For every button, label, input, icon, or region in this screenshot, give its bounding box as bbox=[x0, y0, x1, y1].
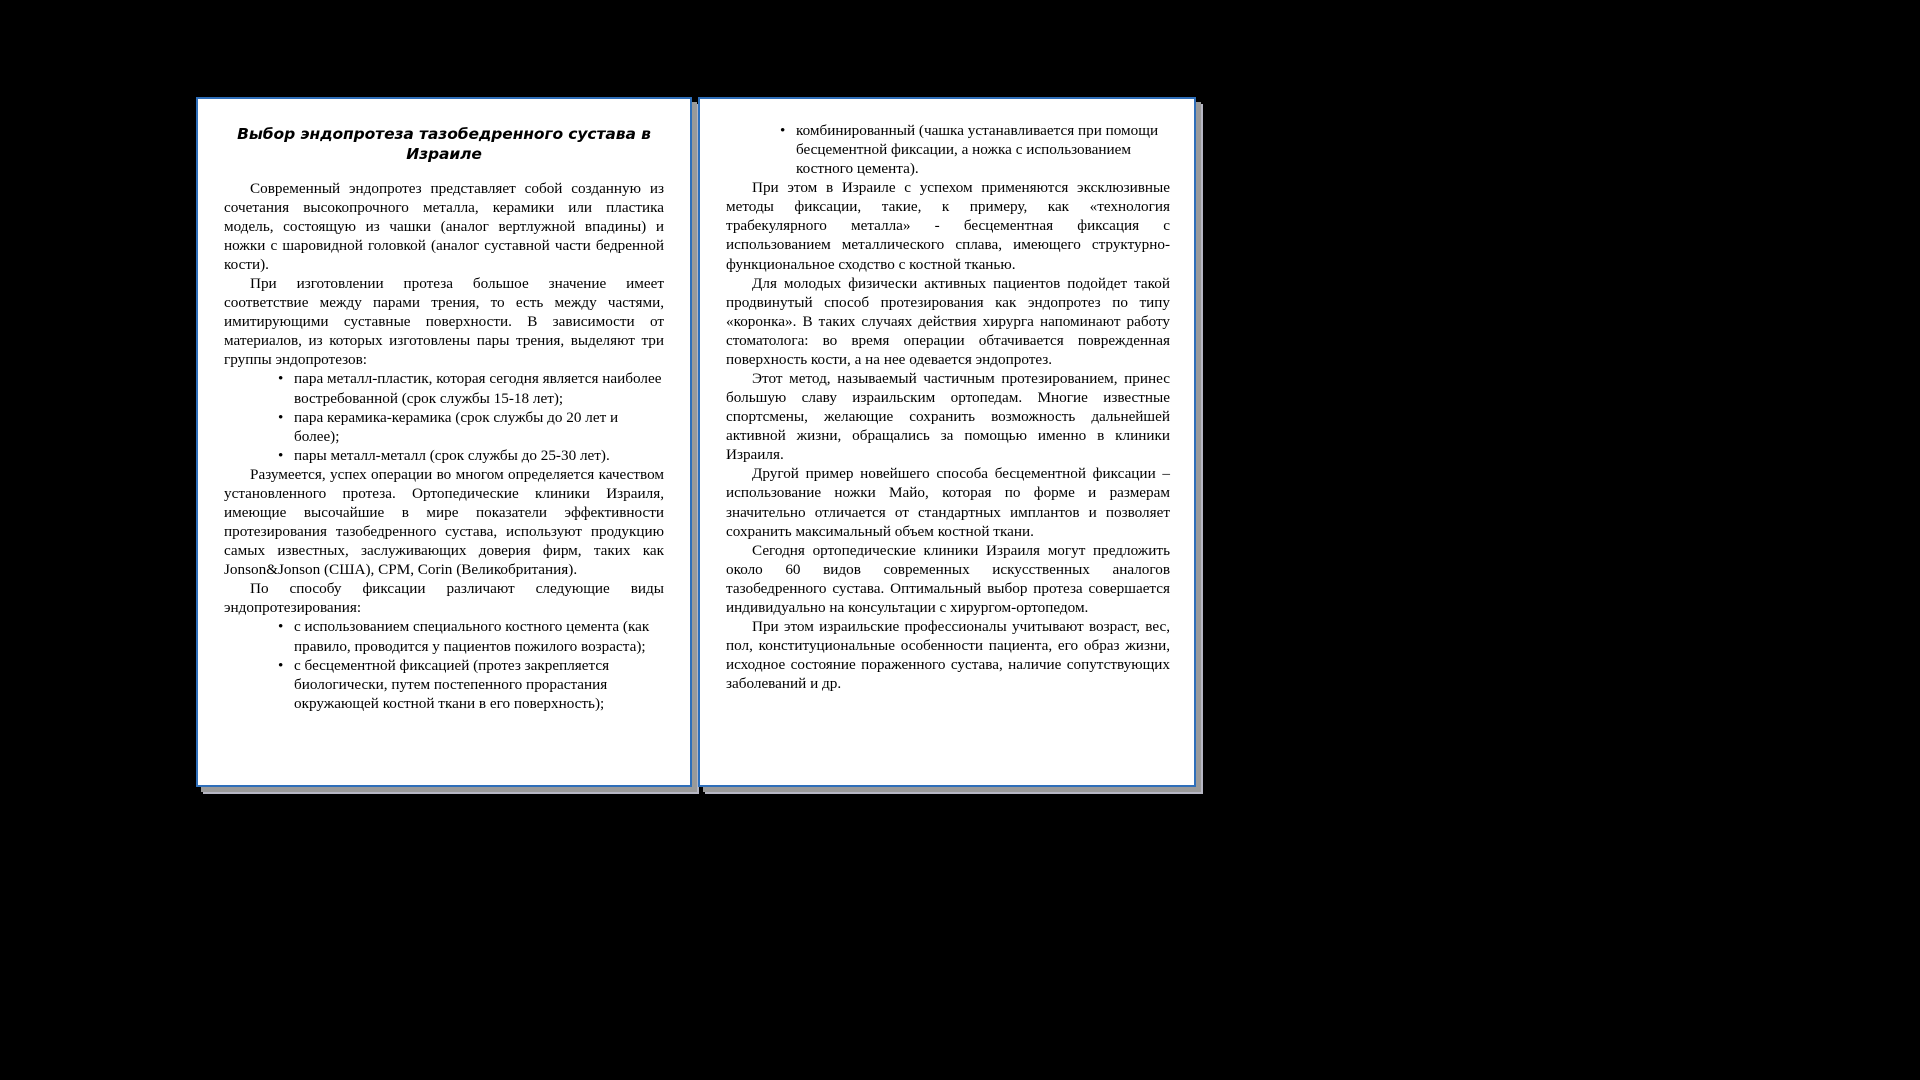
fixation-types-list-continued bbox=[726, 121, 1170, 178]
paragraph: При этом израильские профессионалы учитывают возраст, вес, пол, конституциональные особенности пациента, его образ жизни, исходное состояние пораженного сустава, наличие сопутствующих заболеваний и др. bbox=[726, 618, 1170, 693]
list-item-label: пара металл-пластик, которая сегодня является наиболее востребованной (срок службы 15-18 лет); bbox=[294, 370, 662, 407]
list-item-label: комбинированный (чашка устанавливается при помощи бесцементной фиксации, а ножка с использованием костного цемента). bbox=[796, 122, 1159, 178]
friction-pairs-list bbox=[224, 369, 664, 464]
paragraph: Сегодня ортопедические клиники Израиля могут предложить около 60 видов современных искусственных аналогов тазобедренного сустава. Оптимальный выбор протеза совершается индивидуально на консультации с хирургом-ортопедом. bbox=[726, 541, 1170, 616]
list-item bbox=[278, 656, 664, 713]
paragraph: При этом в Израиле с успехом применяются эксклюзивные методы фиксации, такие, к примеру, как «технология трабекулярного металла» - бесцементная фиксация с использованием металлического сплава, имеющего структурно-функциональное сходство с костной тканью. bbox=[726, 179, 1170, 273]
paragraph: При изготовлении протеза большое значение имеет соответствие между парами трения, то есть между частями, имитирующими суставные поверхности. В зависимости от материалов, из которых изготовлены пары трения, выделяют три группы эндопротезов: bbox=[224, 275, 664, 369]
list-item bbox=[780, 121, 1170, 178]
paragraph: Разумеется, успех операции во многом определяется качеством установленного протеза. Ортопедические клиники Израиля, имеющие высочайшие в мире показатели эффективности протезирования тазобедренного сустава, используют продукцию самых известных, заслуживающих доверия фирм, таких как Jonson&Jonson (США), CPM, Corin (Великобритания). bbox=[224, 465, 664, 579]
document-page-left bbox=[196, 97, 692, 787]
list-item-label: пара керамика-керамика (срок службы до 20 лет и более); bbox=[294, 408, 619, 445]
list-item bbox=[278, 446, 664, 465]
list-item bbox=[278, 369, 664, 407]
paragraph: Этот метод, называемый частичным протезированием, принес большую славу израильским ортопедам. Многие известные спортсмены, желающие сохранить возможность дальнейшей активной жизни, обращались за помощью именно в клиники Израиля. bbox=[726, 370, 1170, 464]
bullet-icon: • bbox=[278, 618, 284, 636]
bullet-icon: • bbox=[278, 370, 284, 388]
paragraph: Другой пример новейшего способа бесцементной фиксации – использование ножки Майо, которая по форме и размерам значительно отличается от стандартных имплантов и позволяет сохранить максимальный объем костной ткани. bbox=[726, 465, 1170, 540]
document-page-right bbox=[698, 97, 1196, 787]
list-item-label: пары металл-металл (срок службы до 25-30 лет). bbox=[294, 446, 610, 464]
list-item bbox=[278, 408, 664, 446]
list-item-label: с бесцементной фиксацией (протез закрепляется биологически, путем постепенного прорастания окружающей костной ткани в его поверхность); bbox=[294, 656, 610, 712]
page-title: Выбор эндопротеза тазобедренного сустава в Израиле bbox=[237, 125, 651, 163]
bullet-icon: • bbox=[278, 408, 284, 426]
bullet-icon: • bbox=[278, 446, 284, 464]
document-two-column-layout bbox=[196, 97, 1196, 787]
paragraph: По способу фиксации различают следующие виды эндопротезирования: bbox=[224, 580, 664, 617]
list-item-label: с использованием специального костного цемента (как правило, проводится у пациентов пожилого возраста); bbox=[294, 618, 650, 655]
bullet-icon: • bbox=[278, 656, 284, 674]
paragraph: Современный эндопротез представляет собой созданную из сочетания высокопрочного металла, керамики или пластика модель, состоящую из чашки (аналог вертлужной впадины) и ножки с шаровидной головкой (аналог суставной части бедренной кости). bbox=[224, 179, 664, 273]
fixation-types-list bbox=[224, 617, 664, 712]
paragraph: Для молодых физически активных пациентов подойдет такой продвинутый способ протезирования как эндопротез по типу «коронка». В таких случаях действия хирурга напоминают работу стоматолога: во время операции обтачивается поврежденная поверхность кости, а на нее одевается эндопротез. bbox=[726, 274, 1170, 368]
list-item bbox=[278, 617, 664, 655]
bullet-icon: • bbox=[780, 122, 786, 139]
